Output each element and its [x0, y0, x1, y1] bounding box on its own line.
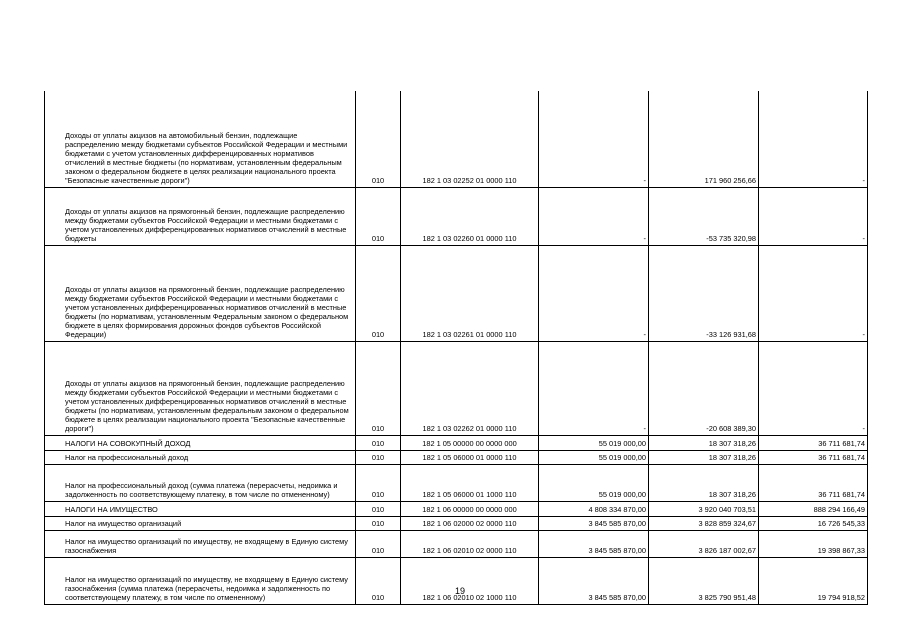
income-name: Налог на профессиональный доход [45, 450, 356, 464]
executed-amount: 3 826 187 002,67 [649, 530, 759, 557]
page-number: 19 [455, 586, 466, 596]
table-row [45, 187, 868, 245]
revenue-table [44, 91, 868, 605]
approved-amount: 4 808 334 870,00 [539, 501, 649, 516]
budget-classification-code: 182 1 06 02010 02 0000 110 [401, 530, 539, 557]
unexecuted-amount: 36 711 681,74 [759, 435, 868, 450]
budget-classification-code: 182 1 05 06000 01 1000 110 [401, 464, 539, 501]
table-row [45, 450, 868, 464]
income-name: Налог на профессиональный доход (сумма платежа (перерасчеты, недоимка и задолженность по соответствующему платежу, в том числе по отмененному) [45, 464, 356, 501]
budget-classification-code: 182 1 05 00000 00 0000 000 [401, 435, 539, 450]
budget-classification-code: 182 1 06 00000 00 0000 000 [401, 501, 539, 516]
table-row [45, 341, 868, 435]
unexecuted-amount: - [759, 245, 868, 341]
approved-amount: - [539, 91, 649, 187]
unexecuted-amount: - [759, 341, 868, 435]
unexecuted-amount: 888 294 166,49 [759, 501, 868, 516]
line-code: 010 [356, 187, 401, 245]
approved-amount: - [539, 245, 649, 341]
line-code: 010 [356, 450, 401, 464]
unexecuted-amount: - [759, 91, 868, 187]
table-row [45, 501, 868, 516]
unexecuted-amount: 19 794 918,52 [759, 557, 868, 604]
unexecuted-amount: 36 711 681,74 [759, 450, 868, 464]
approved-amount: 3 845 585 870,00 [539, 530, 649, 557]
executed-amount: 3 828 859 324,67 [649, 516, 759, 530]
income-name: Налог на имущество организаций [45, 516, 356, 530]
approved-amount: 3 845 585 870,00 [539, 557, 649, 604]
executed-amount: -33 126 931,68 [649, 245, 759, 341]
budget-classification-code: 182 1 05 06000 01 0000 110 [401, 450, 539, 464]
unexecuted-amount: 16 726 545,33 [759, 516, 868, 530]
budget-classification-code: 182 1 06 02010 02 1000 110 [401, 557, 539, 604]
table-row [45, 245, 868, 341]
approved-amount: 55 019 000,00 [539, 450, 649, 464]
budget-classification-code: 182 1 03 02261 01 0000 110 [401, 245, 539, 341]
approved-amount: 55 019 000,00 [539, 435, 649, 450]
budget-classification-code: 182 1 03 02252 01 0000 110 [401, 91, 539, 187]
table-row [45, 530, 868, 557]
income-name: Налог на имущество организаций по имуществу, не входящему в Единую систему газоснабжения (сумма платежа (перерасчеты, недоимка и задолженность по соответствующему платежу, в том числе по отмененному) [45, 557, 356, 604]
executed-amount: -20 608 389,30 [649, 341, 759, 435]
line-code: 010 [356, 557, 401, 604]
executed-amount: 171 960 256,66 [649, 91, 759, 187]
line-code: 010 [356, 245, 401, 341]
line-code: 010 [356, 435, 401, 450]
income-name: Доходы от уплаты акцизов на прямогонный бензин, подлежащие распределению между бюджетами субъектов Российской Федерации и местными бюджетами с учетом установленных дифференцированных нормативов отчислений в местные бюджеты (по нормативам, установленным Федеральным законом о федеральном бюджете в целях формирования дорожных фондов субъектов Российской Федерации) [45, 245, 356, 341]
approved-amount: - [539, 341, 649, 435]
table-row [45, 557, 868, 604]
executed-amount: 3 920 040 703,51 [649, 501, 759, 516]
executed-amount: 18 307 318,26 [649, 450, 759, 464]
income-name: НАЛОГИ НА СОВОКУПНЫЙ ДОХОД [45, 435, 356, 450]
line-code: 010 [356, 464, 401, 501]
line-code: 010 [356, 516, 401, 530]
unexecuted-amount: 19 398 867,33 [759, 530, 868, 557]
unexecuted-amount: - [759, 187, 868, 245]
executed-amount: 18 307 318,26 [649, 435, 759, 450]
line-code: 010 [356, 530, 401, 557]
income-name: Доходы от уплаты акцизов на прямогонный бензин, подлежащие распределению между бюджетами субъектов Российской Федерации и местными бюджетами с учетом установленных дифференцированных нормативов отчислений в местные бюджеты (по нормативам, установленным федеральным законом о федеральном бюджете в целях реализации национального проекта "Безопасные качественные дороги") [45, 341, 356, 435]
budget-classification-code: 182 1 03 02262 01 0000 110 [401, 341, 539, 435]
approved-amount: - [539, 187, 649, 245]
unexecuted-amount: 36 711 681,74 [759, 464, 868, 501]
income-name: Доходы от уплаты акцизов на автомобильный бензин, подлежащие распределению между бюджетами субъектов Российской Федерации и местными бюджетами с учетом установленных дифференцированных нормативов отчислений в местные бюджеты (по нормативам, установленным федеральным законом о федеральном бюджете в целях реализации национального проекта "Безопасные качественные дороги") [45, 91, 356, 187]
budget-classification-code: 182 1 06 02000 02 0000 110 [401, 516, 539, 530]
income-name: Налог на имущество организаций по имуществу, не входящему в Единую систему газоснабжения [45, 530, 356, 557]
approved-amount: 3 845 585 870,00 [539, 516, 649, 530]
line-code: 010 [356, 341, 401, 435]
line-code: 010 [356, 501, 401, 516]
table-row [45, 516, 868, 530]
executed-amount: 3 825 790 951,48 [649, 557, 759, 604]
income-name: НАЛОГИ НА ИМУЩЕСТВО [45, 501, 356, 516]
line-code: 010 [356, 91, 401, 187]
income-name: Доходы от уплаты акцизов на прямогонный бензин, подлежащие распределению между бюджетами субъектов Российской Федерации и местными бюджетами с учетом установленных дифференцированных нормативов отчислений в местные бюджеты [45, 187, 356, 245]
table-row [45, 464, 868, 501]
table-row [45, 435, 868, 450]
table-row [45, 91, 868, 187]
executed-amount: -53 735 320,98 [649, 187, 759, 245]
executed-amount: 18 307 318,26 [649, 464, 759, 501]
budget-classification-code: 182 1 03 02260 01 0000 110 [401, 187, 539, 245]
approved-amount: 55 019 000,00 [539, 464, 649, 501]
